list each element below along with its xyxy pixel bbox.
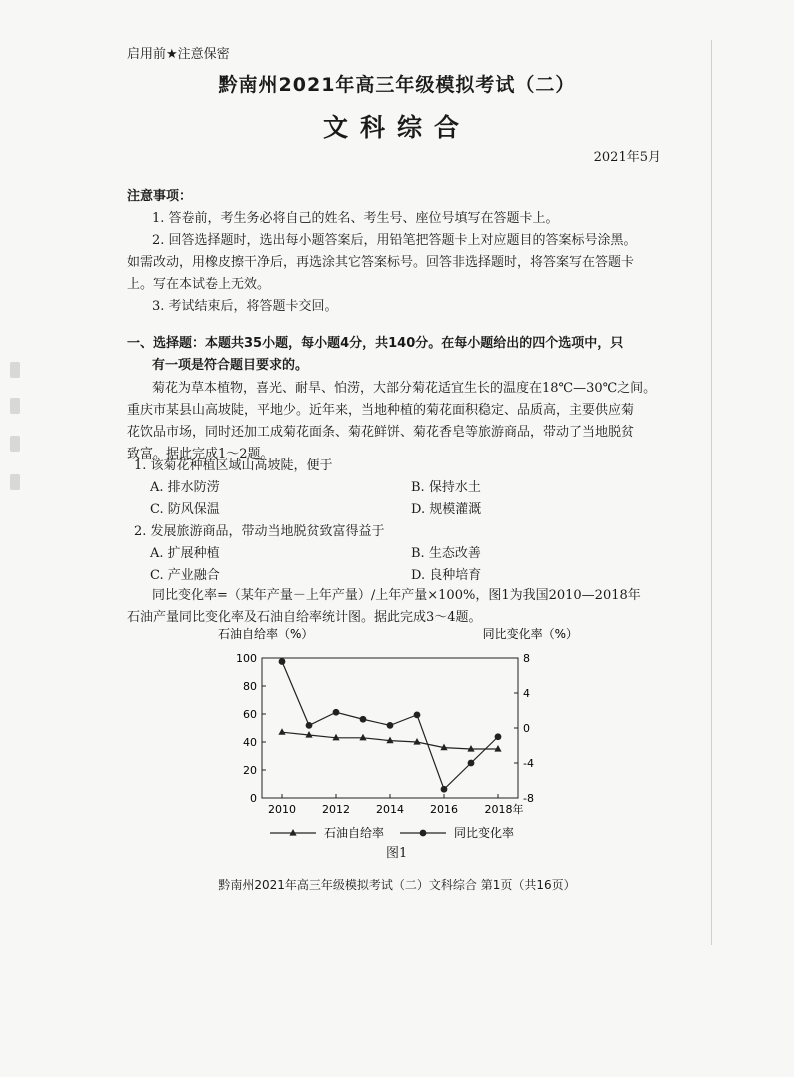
binding-mark — [10, 474, 20, 490]
data-point-change-rate — [387, 722, 394, 729]
right-tick-label: -4 — [523, 757, 534, 770]
right-tick-label: -8 — [523, 792, 534, 805]
chart-legend — [270, 825, 514, 840]
right-tick-label: 0 — [523, 722, 530, 735]
passage-2-line: 同比变化率=（某年产量－上年产量）/上年产量×100%，图1为我国2010—2018年 — [152, 588, 641, 603]
data-point-change-rate — [495, 733, 502, 740]
confidential-notice: 启用前★注意保密 — [127, 47, 230, 62]
binding-mark — [10, 398, 20, 414]
figure-caption: 图1 — [386, 846, 408, 861]
legend-label: 石油自给率 — [324, 826, 385, 840]
right-axis-label: 同比变化率（%） — [482, 627, 578, 641]
x-tick-label: 2012 — [322, 803, 350, 816]
data-point-self-sufficiency — [494, 745, 501, 752]
section-heading-cont: 有一项是符合题目要求的。 — [152, 358, 309, 373]
left-axis-label: 石油自给率（%） — [218, 627, 314, 641]
q1-option-a: A. 排水防涝 — [150, 480, 220, 495]
left-tick-label: 60 — [243, 708, 257, 721]
exam-title: 黔南州2021年高三年级模拟考试（二） — [218, 74, 576, 96]
note-item-3: 3. 考试结束后，将答题卡交回。 — [152, 299, 338, 314]
x-tick-label: 2010 — [268, 803, 296, 816]
legend-label: 同比变化率 — [454, 826, 515, 840]
passage-1-line: 菊花为草本植物，喜光、耐旱、怕涝，大部分菊花适宜生长的温度在18℃—30℃之间。 — [152, 381, 657, 396]
page-footer: 黔南州2021年高三年级模拟考试（二）文科综合 第1页（共16页） — [218, 878, 576, 892]
left-tick-label: 0 — [250, 792, 257, 805]
oil-production-chart — [210, 626, 590, 866]
passage-1-line: 致富。据此完成1～2题。 — [127, 447, 274, 462]
x-tick-label: 2018年 — [484, 803, 524, 816]
x-tick-label: 2016 — [430, 803, 458, 816]
left-tick-label: 80 — [243, 680, 257, 693]
left-tick-label: 100 — [236, 652, 257, 665]
question-1-stem: 1. 该菊花种植区域山高坡陡，便于 — [134, 458, 333, 473]
data-point-change-rate — [468, 760, 475, 767]
data-point-change-rate — [333, 709, 340, 716]
passage-1-line: 花饮品市场，同时还加工成菊花面条、菊花鲜饼、菊花香皂等旅游商品，带动了当地脱贫 — [127, 425, 635, 440]
x-tick-label: 2014 — [376, 803, 404, 816]
exam-subject: 文科综合 — [322, 113, 471, 142]
passage-2-line: 石油产量同比变化率及石油自给率统计图。据此完成3～4题。 — [127, 610, 482, 625]
legend-marker — [289, 829, 296, 836]
q2-option-b: B. 生态改善 — [411, 546, 481, 561]
data-point-change-rate — [279, 658, 286, 665]
binding-mark — [10, 362, 20, 378]
question-2-stem: 2. 发展旅游商品，带动当地脱贫致富得益于 — [134, 524, 385, 539]
passage-1-line: 重庆市某县山高坡陡，平地少。近年来，当地种植的菊花面积稳定、品质高，主要供应菊 — [127, 403, 635, 418]
page-edge-line — [711, 40, 712, 945]
note-item-2-cont: 如需改动，用橡皮擦干净后，再选涂其它答案标号。回答非选择题时，将答案写在答题卡 — [127, 255, 635, 270]
q1-option-d: D. 规模灌溉 — [411, 502, 482, 517]
data-point-change-rate — [414, 711, 421, 718]
note-item-1: 1. 答卷前，考生务必将自己的姓名、考生号、座位号填写在答题卡上。 — [152, 211, 559, 226]
note-item-2-end: 上。写在本试卷上无效。 — [127, 277, 271, 292]
note-item-2: 2. 回答选择题时，选出每小题答案后，用铅笔把答题卡上对应题目的答案标号涂黑。 — [152, 233, 637, 248]
data-point-self-sufficiency — [359, 734, 366, 741]
q2-option-d: D. 良种培育 — [411, 568, 482, 583]
right-tick-label: 4 — [523, 687, 530, 700]
left-tick-label: 40 — [243, 736, 257, 749]
q1-option-b: B. 保持水土 — [411, 480, 481, 495]
legend-marker — [420, 830, 427, 837]
q2-option-c: C. 产业融合 — [150, 568, 220, 583]
data-point-change-rate — [360, 716, 367, 723]
left-tick-label: 20 — [243, 764, 257, 777]
q2-option-a: A. 扩展种植 — [150, 546, 220, 561]
binding-mark — [10, 436, 20, 452]
q1-option-c: C. 防风保温 — [150, 502, 220, 517]
plot-area — [236, 652, 534, 816]
section-heading: 一、选择题：本题共35小题，每小题4分，共140分。在每小题给出的四个选项中，只 — [127, 336, 624, 351]
data-point-change-rate — [306, 722, 313, 729]
data-point-change-rate — [441, 786, 448, 793]
notes-heading: 注意事项： — [127, 189, 193, 204]
data-point-self-sufficiency — [278, 728, 285, 735]
exam-date: 2021年5月 — [593, 150, 661, 165]
right-tick-label: 8 — [523, 652, 530, 665]
